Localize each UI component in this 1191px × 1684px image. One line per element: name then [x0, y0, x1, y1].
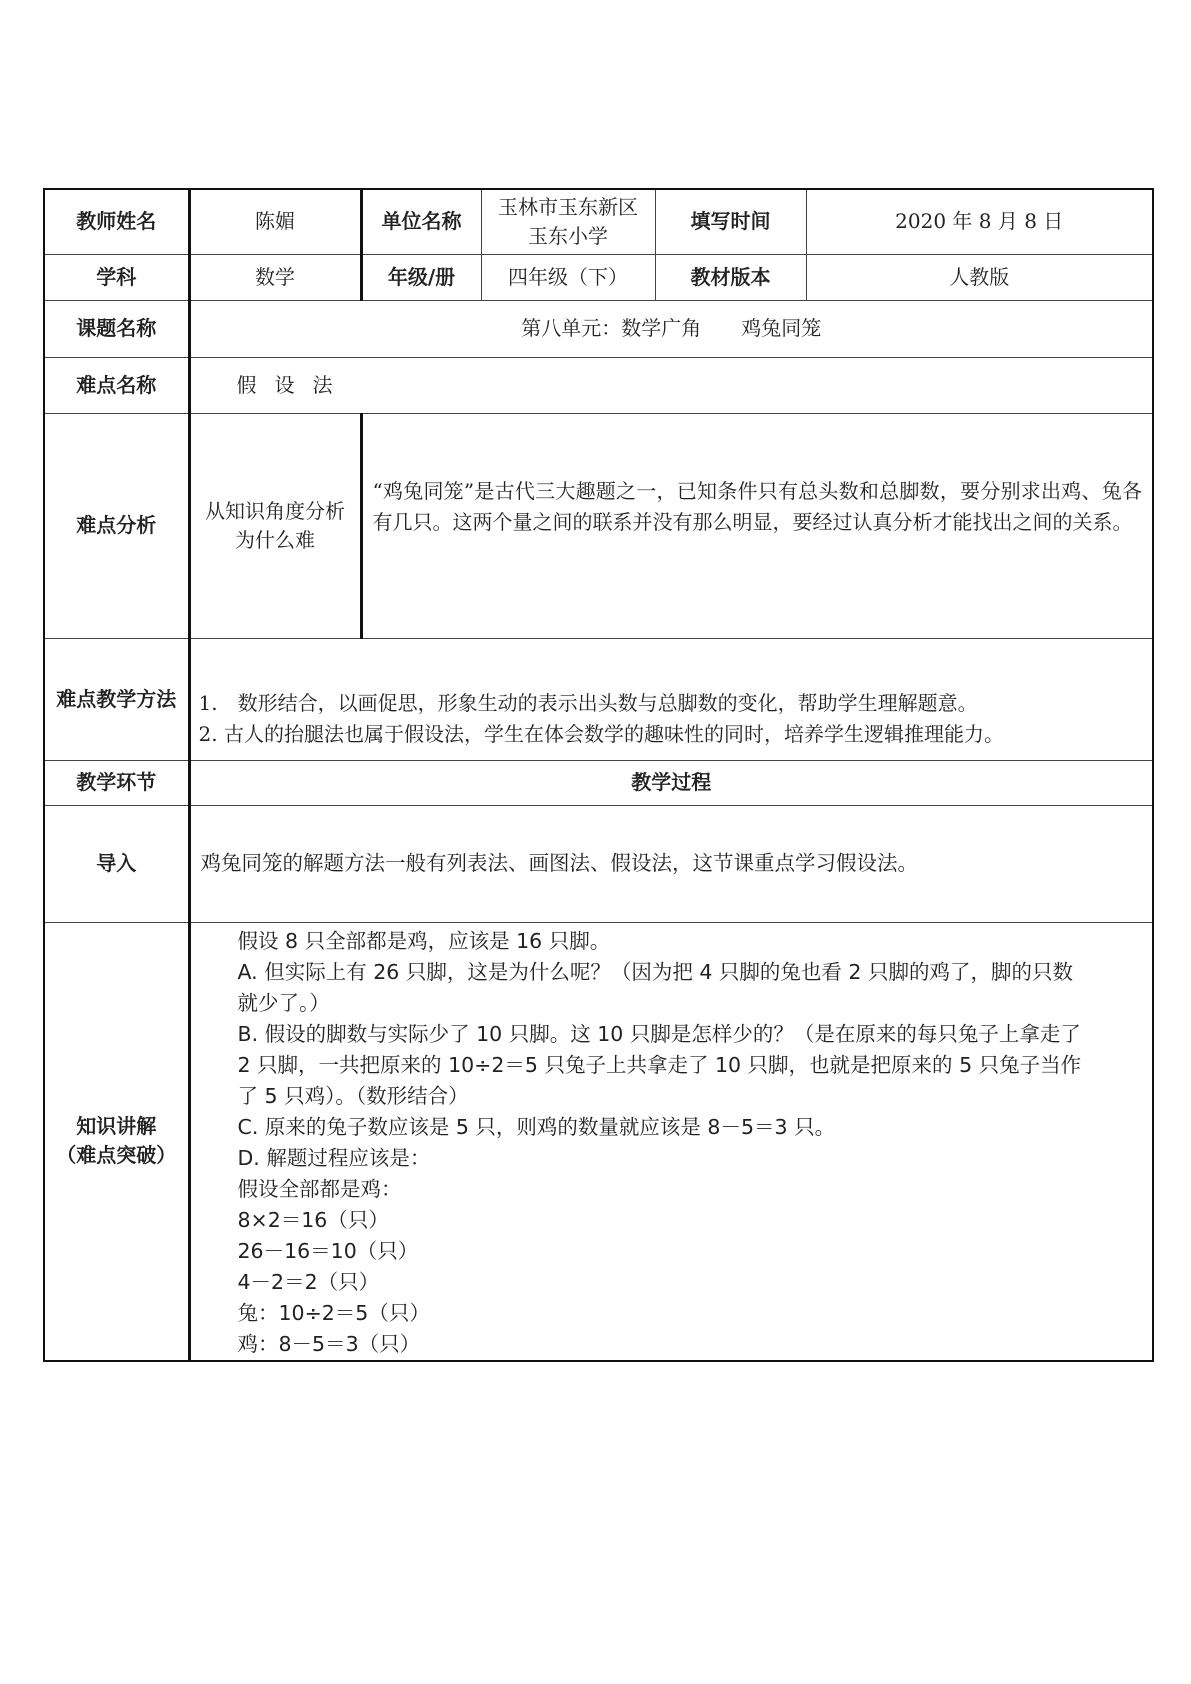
knowledge-line: 2 只脚，一共把原来的 10÷2＝5 只兔子上共拿走了 10 只脚，也就是把原来的 5 只兔子当作	[237, 1052, 1082, 1077]
grade-value: 四年级（下）	[481, 254, 655, 300]
knowledge-label-line1: 知识讲解	[76, 1114, 157, 1139]
knowledge-line: 假设全部都是鸡：	[237, 1176, 402, 1201]
unit-name-label: 单位名称	[361, 189, 481, 254]
topic-label: 课题名称	[44, 300, 189, 357]
subject-label: 学科	[44, 254, 189, 300]
teaching-method-cell	[189, 638, 1153, 760]
knowledge-line: 兔：10÷2＝5（只）	[237, 1300, 430, 1325]
table-row	[44, 254, 1153, 300]
teacher-name-value: 陈媚	[189, 189, 361, 254]
knowledge-line: C. 原来的兔子数应该是 5 只，则鸡的数量就应该是 8－5＝3 只。	[237, 1114, 836, 1139]
difficulty-name-label: 难点名称	[44, 357, 189, 413]
knowledge-content-cell	[189, 922, 1153, 1361]
lesson-plan-table	[43, 188, 1154, 1362]
teaching-stage-header: 教学环节	[44, 760, 189, 805]
table-row	[44, 357, 1153, 413]
unit-name-line1: 玉林市玉东新区	[498, 194, 638, 219]
teaching-process-header: 教学过程	[189, 760, 1153, 805]
unit-name-value	[481, 189, 655, 254]
teaching-method-item-2: 2. 古人的抬腿法也属于假设法，学生在体会数学的趣味性的同时，培养学生逻辑推理能力。	[198, 722, 1004, 746]
knowledge-label-line2: （难点突破）	[56, 1143, 177, 1168]
knowledge-line: 了 5 只鸡）。（数形结合）	[237, 1083, 469, 1108]
table-row	[44, 805, 1153, 922]
edition-value: 人教版	[806, 254, 1153, 300]
difficulty-analysis-text: “鸡兔同笼”是古代三大趣题之一，已知条件只有总头数和总脚数，要分别求出鸡、兔各有几只。这两个量之间的联系并没有那么明显，要经过认真分析才能找出之间的关系。	[372, 478, 1142, 534]
fill-date-value: 2020 年 8 月 8 日	[806, 189, 1153, 254]
analysis-sublabel-line2: 为什么难	[235, 527, 315, 552]
unit-name-line2: 玉东小学	[528, 223, 608, 248]
difficulty-analysis-text-cell	[361, 413, 1153, 638]
topic-value: 第八单元：数学广角 鸡兔同笼	[189, 300, 1153, 357]
difficulty-name-value	[189, 357, 1153, 413]
teaching-method-label: 难点教学方法	[44, 638, 189, 760]
grade-label: 年级/册	[361, 254, 481, 300]
teacher-name-label: 教师姓名	[44, 189, 189, 254]
knowledge-label	[44, 922, 189, 1361]
knowledge-line: B. 假设的脚数与实际少了 10 只脚。这 10 只脚是怎样少的？（是在原来的每只兔子上拿走了	[237, 1021, 1081, 1046]
edition-label: 教材版本	[655, 254, 806, 300]
knowledge-line: 26－16＝10（只）	[237, 1238, 419, 1263]
intro-text: 鸡兔同笼的解题方法一般有列表法、画图法、假设法，这节课重点学习假设法。	[189, 805, 1153, 922]
knowledge-line: 就少了。）	[237, 990, 330, 1015]
table-row	[44, 922, 1153, 1361]
knowledge-line: A. 但实际上有 26 只脚，这是为什么呢？（因为把 4 只脚的兔也看 2 只脚的鸡了，脚的只数	[237, 959, 1073, 984]
table-row	[44, 760, 1153, 805]
table-row	[44, 300, 1153, 357]
knowledge-line: 8×2＝16（只）	[237, 1207, 389, 1232]
knowledge-line: 鸡：8－5＝3（只）	[237, 1331, 421, 1356]
difficulty-name-text: 假设法	[236, 372, 351, 397]
table-row	[44, 638, 1153, 760]
intro-label: 导入	[44, 805, 189, 922]
difficulty-analysis-sublabel	[189, 413, 361, 638]
knowledge-line: D. 解题过程应该是：	[237, 1145, 431, 1170]
knowledge-line: 假设 8 只全部都是鸡，应该是 16 只脚。	[237, 928, 611, 953]
fill-date-label: 填写时间	[655, 189, 806, 254]
subject-value: 数学	[189, 254, 361, 300]
difficulty-analysis-label: 难点分析	[44, 413, 189, 638]
knowledge-line: 4－2＝2（只）	[237, 1269, 380, 1294]
table-row	[44, 189, 1153, 254]
analysis-sublabel-line1: 从知识角度分析	[205, 498, 345, 523]
teaching-method-item-1: 1. 数形结合，以画促思，形象生动的表示出头数与总脚数的变化，帮助学生理解题意。	[198, 691, 978, 715]
table-row	[44, 413, 1153, 638]
